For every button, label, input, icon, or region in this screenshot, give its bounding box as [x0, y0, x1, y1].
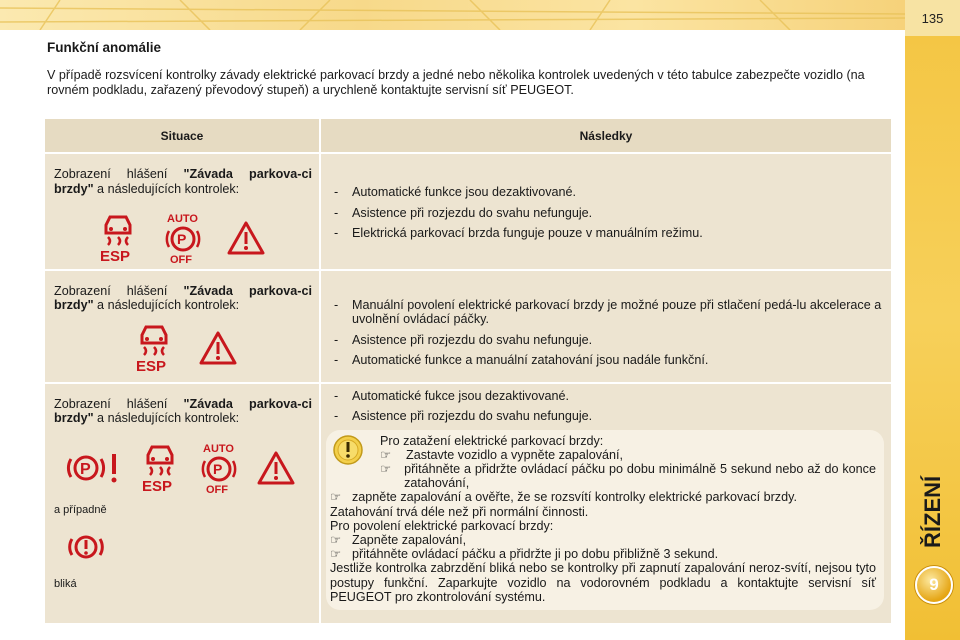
note-step: zapněte zapalování a ověřte, že se rozsvítí kontrolky elektrické parkovací brzdy. [352, 490, 797, 505]
situation-message: "Závada parkova-ci brzdy" [54, 167, 313, 196]
consequences-list [322, 185, 890, 241]
note-line [330, 448, 876, 462]
chapter-title [912, 470, 952, 550]
list-item: - Automatické fukce jsou dezaktivované. [330, 389, 882, 404]
svg-text:AUTO: AUTO [167, 213, 198, 225]
attention-icon [332, 434, 364, 469]
pointer-icon: ☞ [380, 461, 392, 476]
situation-suffix: a následujících kontrolek: [93, 411, 240, 425]
consequences-cell [320, 383, 891, 623]
note-step: Zapněte zapalování, [352, 532, 467, 547]
page-number: 135 [905, 0, 960, 36]
icon-row [46, 426, 318, 498]
consequences-list [322, 298, 890, 368]
situation-cell [45, 383, 320, 623]
situation-prefix: Zobrazení hlášení [54, 167, 184, 181]
consequences-cell [320, 153, 891, 270]
situation-suffix: a následujících kontrolek: [93, 181, 240, 196]
esp-off-icon [138, 443, 182, 497]
warning-triangle-icon [256, 450, 296, 490]
blinking-label: bliká [54, 578, 77, 590]
top-decorative-band [0, 0, 905, 30]
pointer-icon: ☞ [380, 447, 392, 462]
situation-message: "Závada parkova-ci brzdy" [54, 283, 313, 312]
note-step: přitáhněte ovládací páčku a přidržte ji po dobu přibližně 3 sekund. [352, 547, 719, 562]
optional-label: a případně [54, 504, 107, 516]
warning-triangle-icon [226, 220, 266, 260]
svg-text:OFF: OFF [206, 483, 228, 494]
table-row [45, 153, 891, 270]
list-item: - Asistence při rozjezdu do svahu nefunguje. [330, 206, 882, 221]
situation-suffix: a následujících kontrolek: [93, 298, 240, 312]
warning-triangle-icon [198, 330, 238, 370]
parking-brake-fault-icon [66, 450, 122, 490]
consequences-list [322, 389, 890, 424]
note-line [330, 533, 876, 547]
situation-text [46, 272, 318, 313]
header-consequences: Následky [320, 119, 891, 153]
svg-text:P: P [177, 231, 187, 247]
note-step: Zastavte vozidlo a vypněte zapalování, [406, 447, 624, 462]
svg-text:ESP: ESP [100, 248, 131, 263]
esp-off-icon [96, 213, 140, 267]
situation-text [46, 385, 318, 426]
situation-text [46, 155, 318, 196]
auto-p-off-icon [198, 442, 240, 498]
note-line: Zatahování trvá déle než při normální činnosti. [330, 504, 589, 519]
note-line: Jestliže kontrolka zabrzdění bliká nebo se kontrolky při zapnutí zapalování neroz-svítí, nejsou tyto postupy funkční. Zaparkujte vozidlo na vodorovném podkladu a kontaktujte servisní síť PEUGEOT pro zkontrolování systému. [330, 561, 876, 604]
list-item: - Automatické funkce jsou dezaktivované. [330, 185, 882, 200]
svg-text:ESP: ESP [142, 477, 173, 493]
procedure-note [326, 430, 884, 610]
situation-prefix: Zobrazení hlášení [54, 396, 184, 411]
situation-prefix: Zobrazení hlášení [54, 283, 184, 298]
note-line [330, 462, 876, 490]
note-line: Pro zatažení elektrické parkovací brzdy: [380, 433, 604, 448]
note-line [330, 490, 876, 504]
pointer-icon: ☞ [330, 490, 342, 505]
list-item: - Elektrická parkovací brzda funguje pouze v manuálním režimu. [330, 226, 882, 241]
section-heading: Funkční anomálie [47, 40, 162, 55]
consequences-cell [320, 270, 891, 383]
brake-fault-icon [46, 518, 318, 566]
note-step: přitáhněte a přidržte ovládací páčku po dobu minimálně 5 sekund nebo až do konce zatahování, [404, 461, 876, 491]
table-row [45, 383, 891, 623]
svg-text:OFF: OFF [170, 254, 192, 264]
list-item: - Asistence při rozjezdu do svahu nefunguje. [330, 409, 882, 424]
pointer-icon: ☞ [330, 532, 342, 547]
list-item: - Asistence při rozjezdu do svahu nefunguje. [330, 333, 882, 348]
svg-text:P: P [80, 460, 91, 478]
intro-paragraph: V případě rozsvícení kontrolky závady elektrické parkovací brzdy a jedné nebo několika kontrolek uvedených v této tabulce zabezpečte vozidlo (na rovném podkladu, zařazený převodový stupeň) a urychleně kontaktujte servisní síť PEUGEOT. [47, 68, 865, 97]
situation-message: "Závada parkova-ci brzdy" [54, 396, 313, 425]
header-situation: Situace [45, 119, 320, 153]
list-item: - Automatické funkce a manuální zatahování jsou nadále funkční. [330, 353, 882, 368]
svg-text:P: P [213, 460, 223, 477]
pointer-icon: ☞ [330, 547, 342, 562]
auto-p-off-icon [162, 212, 204, 268]
situation-cell [45, 153, 320, 270]
table-header-row [45, 119, 891, 153]
svg-text:AUTO: AUTO [203, 442, 234, 455]
anomaly-table [45, 119, 891, 623]
situation-cell [45, 270, 320, 383]
icon-row [46, 196, 318, 268]
note-line: Pro povolení elektrické parkovací brzdy: [330, 518, 554, 533]
svg-text:ŘÍZENÍ: ŘÍZENÍ [920, 475, 945, 548]
note-line [330, 547, 876, 561]
list-item: - Manuální povolení elektrické parkovací brzdy je možné pouze při stlačení pedá-lu akcelerace a uvolnění ovládací páčky. [330, 298, 882, 327]
table-row [45, 270, 891, 383]
icon-row [46, 313, 318, 377]
esp-off-icon [132, 323, 176, 377]
svg-text:ESP: ESP [136, 357, 167, 373]
chapter-number-badge: 9 [915, 566, 953, 604]
